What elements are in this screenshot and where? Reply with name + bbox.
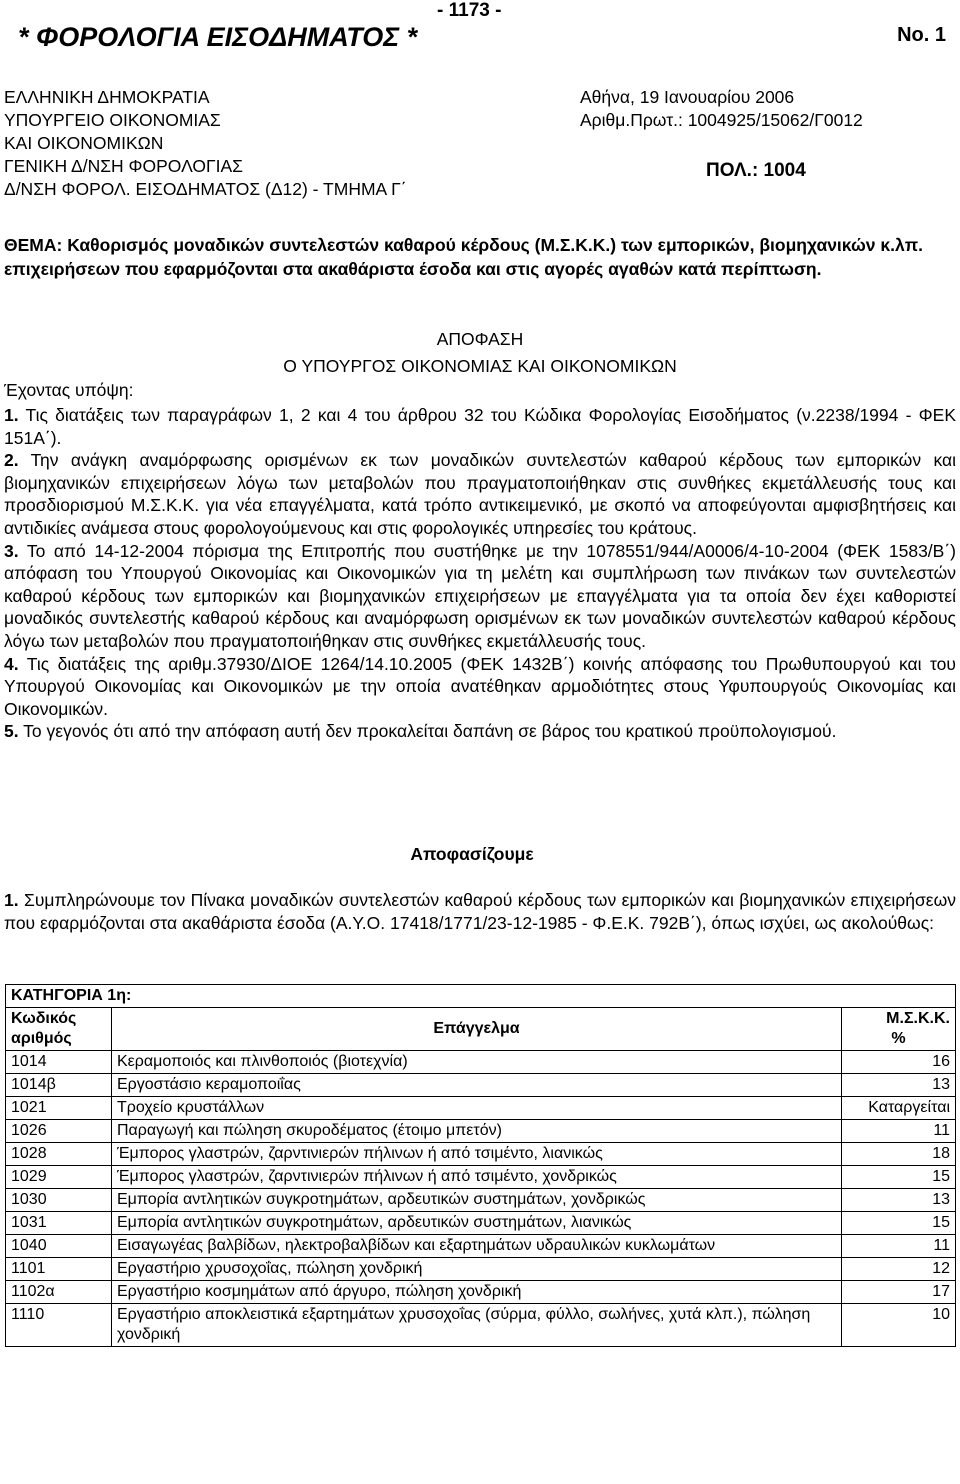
code-cell: 1014 <box>6 1051 112 1074</box>
bulletin-banner: * ΦΟΡΟΛΟΓΙΑ ΕΙΣΟΔΗΜΑΤΟΣ * <box>18 22 418 52</box>
table-row <box>6 1235 956 1258</box>
profession-cell: Εισαγωγέας βαλβίδων, ηλεκτροβαλβίδων και εξαρτημάτων υδραυλικών κυκλωμάτων <box>112 1235 842 1258</box>
category-label: ΚΑΤΗΓΟΡΙΑ 1η: <box>6 985 956 1008</box>
table-row <box>6 1304 956 1347</box>
col-profession-header: Επάγγελμα <box>112 1008 842 1051</box>
header-left-line: ΓΕΝΙΚΗ Δ/ΝΣΗ ΦΟΡΟΛΟΓΙΑΣ <box>4 156 243 176</box>
table-row <box>6 1212 956 1235</box>
item-text: Το από 14-12-2004 πόρισμα της Επιτροπής που συστήθηκε με την 1078551/944/Α0006/4-10-2004 (ΦΕΚ 1583/Β΄) απόφαση του Υπουργού Οικονομίας και Οικονομικών για τη μελέτη και συμπλήρωση των πινάκων των συντελεστών καθαρού κέρδους των εμπορικών και βιομηχανικών επιχειρήσεων με επαγγέλματα για τα οποία δεν έχει καθοριστεί μοναδικός συντελεστής καθαρού κέρδους και αναμόρφωση ορισμένων εκ των μοναδικών συντελεστών καθαρού κέρδους λόγω των μεταβολών που πραγματοποιήθηκαν στις συνθήκες εκμετάλλευσής τους. <box>4 540 956 651</box>
consideration-item <box>4 653 956 721</box>
item-number: 2. <box>4 450 19 471</box>
header-left-line: ΕΛΛΗΝΙΚΗ ΔΗΜΟΚΡΑΤΙΑ <box>4 87 210 107</box>
code-cell: 1029 <box>6 1166 112 1189</box>
code-cell: 1026 <box>6 1120 112 1143</box>
rate-cell: 10 <box>842 1304 956 1347</box>
rate-cell: 12 <box>842 1258 956 1281</box>
table-row <box>6 1143 956 1166</box>
subject: ΘΕΜΑ: Καθορισμός μοναδικών συντελεστών καθαρού κέρδους (Μ.Σ.Κ.Κ.) των εμπορικών, βιομηχανικών κ.λπ. επιχειρήσεων που εφαρμόζονται στα ακαθάριστα έσοδα και στις αγορές αγαθών κατά περίπτωση. <box>4 235 923 279</box>
rate-cell: 15 <box>842 1212 956 1235</box>
code-cell: 1021 <box>6 1097 112 1120</box>
table-row <box>6 1281 956 1304</box>
code-cell: 1028 <box>6 1143 112 1166</box>
header-left-line: Δ/ΝΣΗ ΦΟΡΟΛ. ΕΙΣΟΔΗΜΑΤΟΣ (Δ12) - ΤΜΗΜΑ Γ΄ <box>4 179 407 199</box>
pol-number: ΠΟΛ.: 1004 <box>706 160 806 181</box>
code-cell: 1110 <box>6 1304 112 1347</box>
item-number: 1. <box>4 405 19 425</box>
table-row <box>6 1051 956 1074</box>
item-text: Την ανάγκη αναμόρφωσης ορισμένων εκ των μοναδικών συντελεστών καθαρού κέρδους των εμπορικών και βιομηχανικών επιχειρήσεων λόγω των μεταβολών που πραγματοποιήθηκαν στις συνθήκες εκμετάλλευσής τους και προσδιορισμού Μ.Σ.Κ.Κ. για νέα επαγγέλματα, κατά τρόπο αντικειμενικό, με σκοπό να αποφεύγονται αμφισβητήσεις και αντιδικίες ανάμεσα στους φορολογούμενους και στις φορολογικές υπηρεσίες του κράτους. <box>4 450 956 538</box>
profession-cell: Κεραμοποιός και πλινθοποιός (βιοτεχνία) <box>112 1051 842 1074</box>
item-text: Συμπληρώνουμε τον Πίνακα μοναδικών συντελεστών καθαρού κέρδους των εμπορικών και βιομηχανικών επιχειρήσεων που εφαρμόζονται στα ακαθάριστα έσοδα (Α.Υ.Ο. 17418/1771/23-12-1985 - Φ.Ε.Κ. 792Β΄), όπως ισχύει, ως ακολούθως: <box>4 890 956 933</box>
code-cell: 1031 <box>6 1212 112 1235</box>
consideration-item <box>4 404 956 449</box>
rate-cell: 13 <box>842 1074 956 1097</box>
item-text: Το γεγονός ότι από την απόφαση αυτή δεν προκαλείται δαπάνη σε βάρος του κρατικού προϋπολογισμού. <box>18 721 837 742</box>
profession-cell: Εργαστήριο κοσμημάτων από άργυρο, πώληση χονδρική <box>112 1281 842 1304</box>
code-cell: 1014β <box>6 1074 112 1097</box>
header-left-line: ΥΠΟΥΡΓΕΙΟ ΟΙΚΟΝΟΜΙΑΣ <box>4 110 221 130</box>
rate-cell: 18 <box>842 1143 956 1166</box>
decision-title: ΑΠΟΦΑΣΗ <box>436 329 524 349</box>
profession-cell: Εργαστήριο χρυσοχοΐας, πώληση χονδρική <box>112 1258 842 1281</box>
rate-cell: 11 <box>842 1120 956 1143</box>
profession-cell: Παραγωγή και πώληση σκυροδέματος (έτοιμο μπετόν) <box>112 1120 842 1143</box>
table-row <box>6 1120 956 1143</box>
page-number: - 1173 - <box>437 0 502 21</box>
considerations <box>4 404 956 743</box>
code-cell: 1040 <box>6 1235 112 1258</box>
issue-number: No. 1 <box>897 24 946 46</box>
table-row <box>6 1189 956 1212</box>
consideration-item <box>4 449 956 539</box>
item-number: 1. <box>4 890 19 910</box>
rate-cell: 13 <box>842 1189 956 1212</box>
we-decide-heading: Αποφασίζουμε <box>410 844 534 864</box>
consideration-item <box>4 540 956 653</box>
profession-cell: Εμπορία αντλητικών συγκροτημάτων, αρδευτικών συστημάτων, χονδρικώς <box>112 1189 842 1212</box>
protocol-number: Αριθμ.Πρωτ.: 1004925/15062/Γ0012 <box>580 110 863 130</box>
item-number: 5. <box>4 721 19 742</box>
rate-cell: 17 <box>842 1281 956 1304</box>
rates-table <box>5 984 956 1347</box>
table-category-row <box>6 985 956 1008</box>
document-date: Αθήνα, 19 Ιανουαρίου 2006 <box>580 87 795 107</box>
profession-cell: Εργοστάσιο κεραμοποιΐας <box>112 1074 842 1097</box>
profession-cell: Εμπορία αντλητικών συγκροτημάτων, αρδευτικών συστημάτων, λιανικώς <box>112 1212 842 1235</box>
col-rate-header: Μ.Σ.Κ.Κ. % <box>842 1008 956 1051</box>
minister-title: Ο ΥΠΟΥΡΓΟΣ ΟΙΚΟΝΟΜΙΑΣ ΚΑΙ ΟΙΚΟΝΟΜΙΚΩΝ <box>283 356 677 376</box>
code-cell: 1030 <box>6 1189 112 1212</box>
item-text: Τις διατάξεις των παραγράφων 1, 2 και 4 του άρθρου 32 του Κώδικα Φορολογίας Εισοδήματος (ν.2238/1994 - ΦΕΚ 151Α΄). <box>4 405 956 448</box>
consideration-item <box>4 720 956 743</box>
profession-cell: Έμπορος γλαστρών, ζαρντινιερών πήλινων ή από τσιμέντο, χονδρικώς <box>112 1166 842 1189</box>
table-header-row <box>6 1008 956 1051</box>
item-number: 3. <box>4 540 19 561</box>
rate-cell: 16 <box>842 1051 956 1074</box>
item-text: Τις διατάξεις της αριθμ.37930/ΔΙΟΕ 1264/14.10.2005 (ΦΕΚ 1432Β΄) κοινής απόφασης του Πρωθυπουργού και του Υπουργού Οικονομίας και Οικονομικών με την οποία ανατέθηκαν αρμοδιότητες στους Υφυπουργούς Οικονομίας και Οικονομικών. <box>4 653 956 719</box>
rate-cell: 15 <box>842 1166 956 1189</box>
table-row <box>6 1258 956 1281</box>
table-row <box>6 1097 956 1120</box>
profession-cell: Τροχείο κρυστάλλων <box>112 1097 842 1120</box>
table-row <box>6 1166 956 1189</box>
code-cell: 1101 <box>6 1258 112 1281</box>
rate-cell: Καταργείται <box>842 1097 956 1120</box>
decision-paragraph <box>4 889 956 934</box>
col-code-header: Κωδικός αριθμός <box>6 1008 112 1051</box>
considering-label: Έχοντας υπόψη: <box>4 380 134 400</box>
profession-cell: Εργαστήριο αποκλειστικά εξαρτημάτων χρυσοχοΐας (σύρμα, φύλλο, σωλήνες, χυτά κλπ.), πώληση χονδρική <box>112 1304 842 1347</box>
header-left-line: ΚΑΙ ΟΙΚΟΝΟΜΙΚΩΝ <box>4 133 164 153</box>
code-cell: 1102α <box>6 1281 112 1304</box>
table-row <box>6 1074 956 1097</box>
profession-cell: Έμπορος γλαστρών, ζαρντινιερών πήλινων ή από τσιμέντο, λιανικώς <box>112 1143 842 1166</box>
rate-cell: 11 <box>842 1235 956 1258</box>
item-number: 4. <box>4 653 19 674</box>
